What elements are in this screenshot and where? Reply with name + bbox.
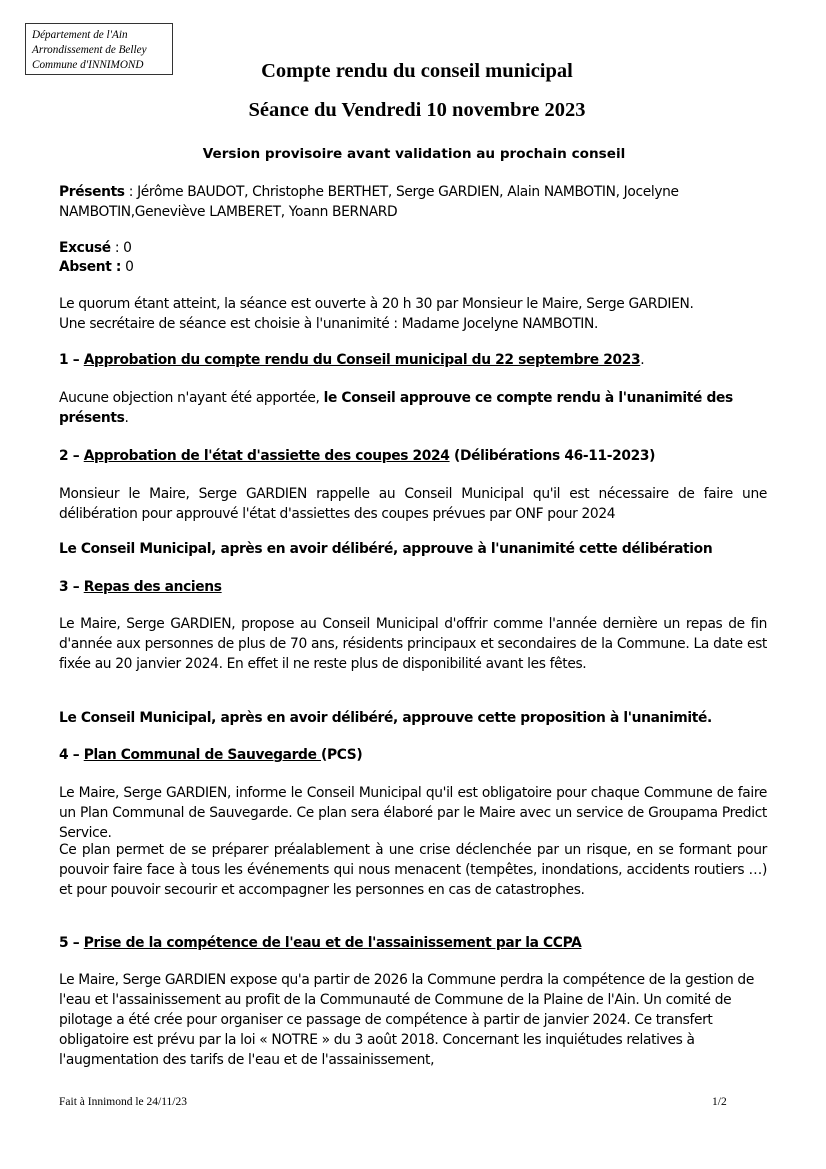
page-number: 1/2 (712, 1096, 727, 1108)
item-2-heading: 2 – Approbation de l'état d'assiette des coupes 2024 (Délibérations 46-11-2023) (59, 448, 656, 464)
present-names: Jérôme BAUDOT, Christophe BERTHET, Serge GARDIEN, Alain NAMBOTIN, Jocelyne NAMBOTIN,Geneviève LAMBERET, Yoann BERNARD (59, 184, 679, 220)
item-5-body: Le Maire, Serge GARDIEN expose qu'a partir de 2026 la Commune perdra la compétence de la gestion de l'eau et l'assainissement au profit de la Communauté de Commune de la Plaine de l'Ain. Un comité de pilotage a été crée pour organiser ce passage de compétence à partir de janvier 2024. Ce transfert obligatoire est prévu par la loi « NOTRE » du 3 août 2018. Concernant les inquiétudes relatives à l'augmentation des tarifs de l'eau et de l'assainissement, (59, 972, 754, 1068)
item-1-body: Aucune objection n'ayant été apportée, le Conseil approuve ce compte rendu à l'unanimité des présents. (59, 390, 733, 426)
item-5-heading: 5 – Prise de la compétence de l'eau et de l'assainissement par la CCPA (59, 935, 582, 951)
absent-value: 0 (121, 259, 134, 275)
excused-label: Excusé (59, 240, 111, 256)
item-3-heading: 3 – Repas des anciens (59, 579, 222, 595)
commune-line: Commune d'INNIMOND (32, 59, 144, 71)
item-3-body: Le Maire, Serge GARDIEN, propose au Conseil Municipal d'offrir comme l'année dernière un repas de fin d'année aux personnes de plus de 70 ans, résidents principaux et secondaires de la Commune. La date est fixée au 20 janvier 2024. En effet il ne reste plus de disponibilité avant les fêtes. (59, 616, 767, 672)
absent-label: Absent : (59, 259, 122, 275)
item-4-body-1: Le Maire, Serge GARDIEN, informe le Conseil Municipal qu'il est obligatoire pour chaque Commune de faire un Plan Communal de Sauvegarde. Ce plan sera élaboré par le Maire avec un service de Groupama Predict Service. (59, 785, 767, 841)
item-3-decision: Le Conseil Municipal, après en avoir délibéré, approuve cette proposition à l'unanimité. (59, 710, 712, 726)
opening-paragraph (59, 294, 767, 334)
item-2-deliberation-ref: (Délibérations 46-11-2023) (449, 448, 656, 464)
session-title: Séance du Vendredi 10 novembre 2023 (248, 99, 586, 121)
item-1-title: Approbation du compte rendu du Conseil municipal du 22 septembre 2023 (83, 352, 641, 368)
excused-value: : 0 (110, 240, 132, 256)
secretary-line: Une secrétaire de séance est choisie à l'unanimité : Madame Jocelyne NAMBOTIN. (59, 316, 599, 332)
item-1-heading: 1 – Approbation du compte rendu du Conseil municipal du 22 septembre 2023. (59, 352, 645, 368)
item-4-heading: 4 – Plan Communal de Sauvegarde (PCS) (59, 747, 363, 763)
item-4-acronym: (PCS) (321, 747, 363, 763)
excused-line (59, 238, 767, 258)
footer-signature-date: Fait à Innimond le 24/11/23 (59, 1096, 187, 1108)
item-4-title: Plan Communal de Sauvegarde (83, 747, 322, 763)
present-label: Présents (59, 184, 125, 200)
item-2-body: Monsieur le Maire, Serge GARDIEN rappelle au Conseil Municipal qu'il est nécessaire de faire une délibération pour approuvé l'état d'assiettes des coupes prévues par ONF pour 2024 (59, 486, 767, 522)
item-5-title: Prise de la compétence de l'eau et de l'assainissement par la CCPA (83, 935, 582, 951)
item-2-title: Approbation de l'état d'assiette des coupes 2024 (83, 448, 450, 464)
arrondissement-line: Arrondissement de Belley (32, 44, 147, 56)
item-2-decision: Le Conseil Municipal, après en avoir délibéré, approuve à l'unanimité cette délibération (59, 541, 713, 557)
absent-line (59, 257, 767, 277)
quorum-line: Le quorum étant atteint, la séance est ouverte à 20 h 30 par Monsieur le Maire, Serge GARDIEN. (59, 296, 694, 312)
item-4-body-2: Ce plan permet de se préparer préalablement à une crise déclenchée par un risque, en se formant pour pouvoir faire face à tous les événements qui nous menacent (tempêtes, inondations, accidents routiers …) et pour pouvoir secourir et accompagner les personnes en cas de catastrophes. (59, 842, 767, 898)
item-1-decision: le Conseil approuve ce compte rendu à l'unanimité des présents (59, 390, 733, 426)
version-notice: Version provisoire avant validation au prochain conseil (202, 146, 626, 162)
attendees-paragraph: Présents : Jérôme BAUDOT, Christophe BERTHET, Serge GARDIEN, Alain NAMBOTIN, Jocelyne NAMBOTIN,Geneviève LAMBERET, Yoann BERNARD (59, 184, 679, 220)
document-title: Compte rendu du conseil municipal (261, 60, 573, 82)
department-line: Département de l'Ain (32, 29, 128, 41)
item-3-title: Repas des anciens (83, 579, 222, 595)
